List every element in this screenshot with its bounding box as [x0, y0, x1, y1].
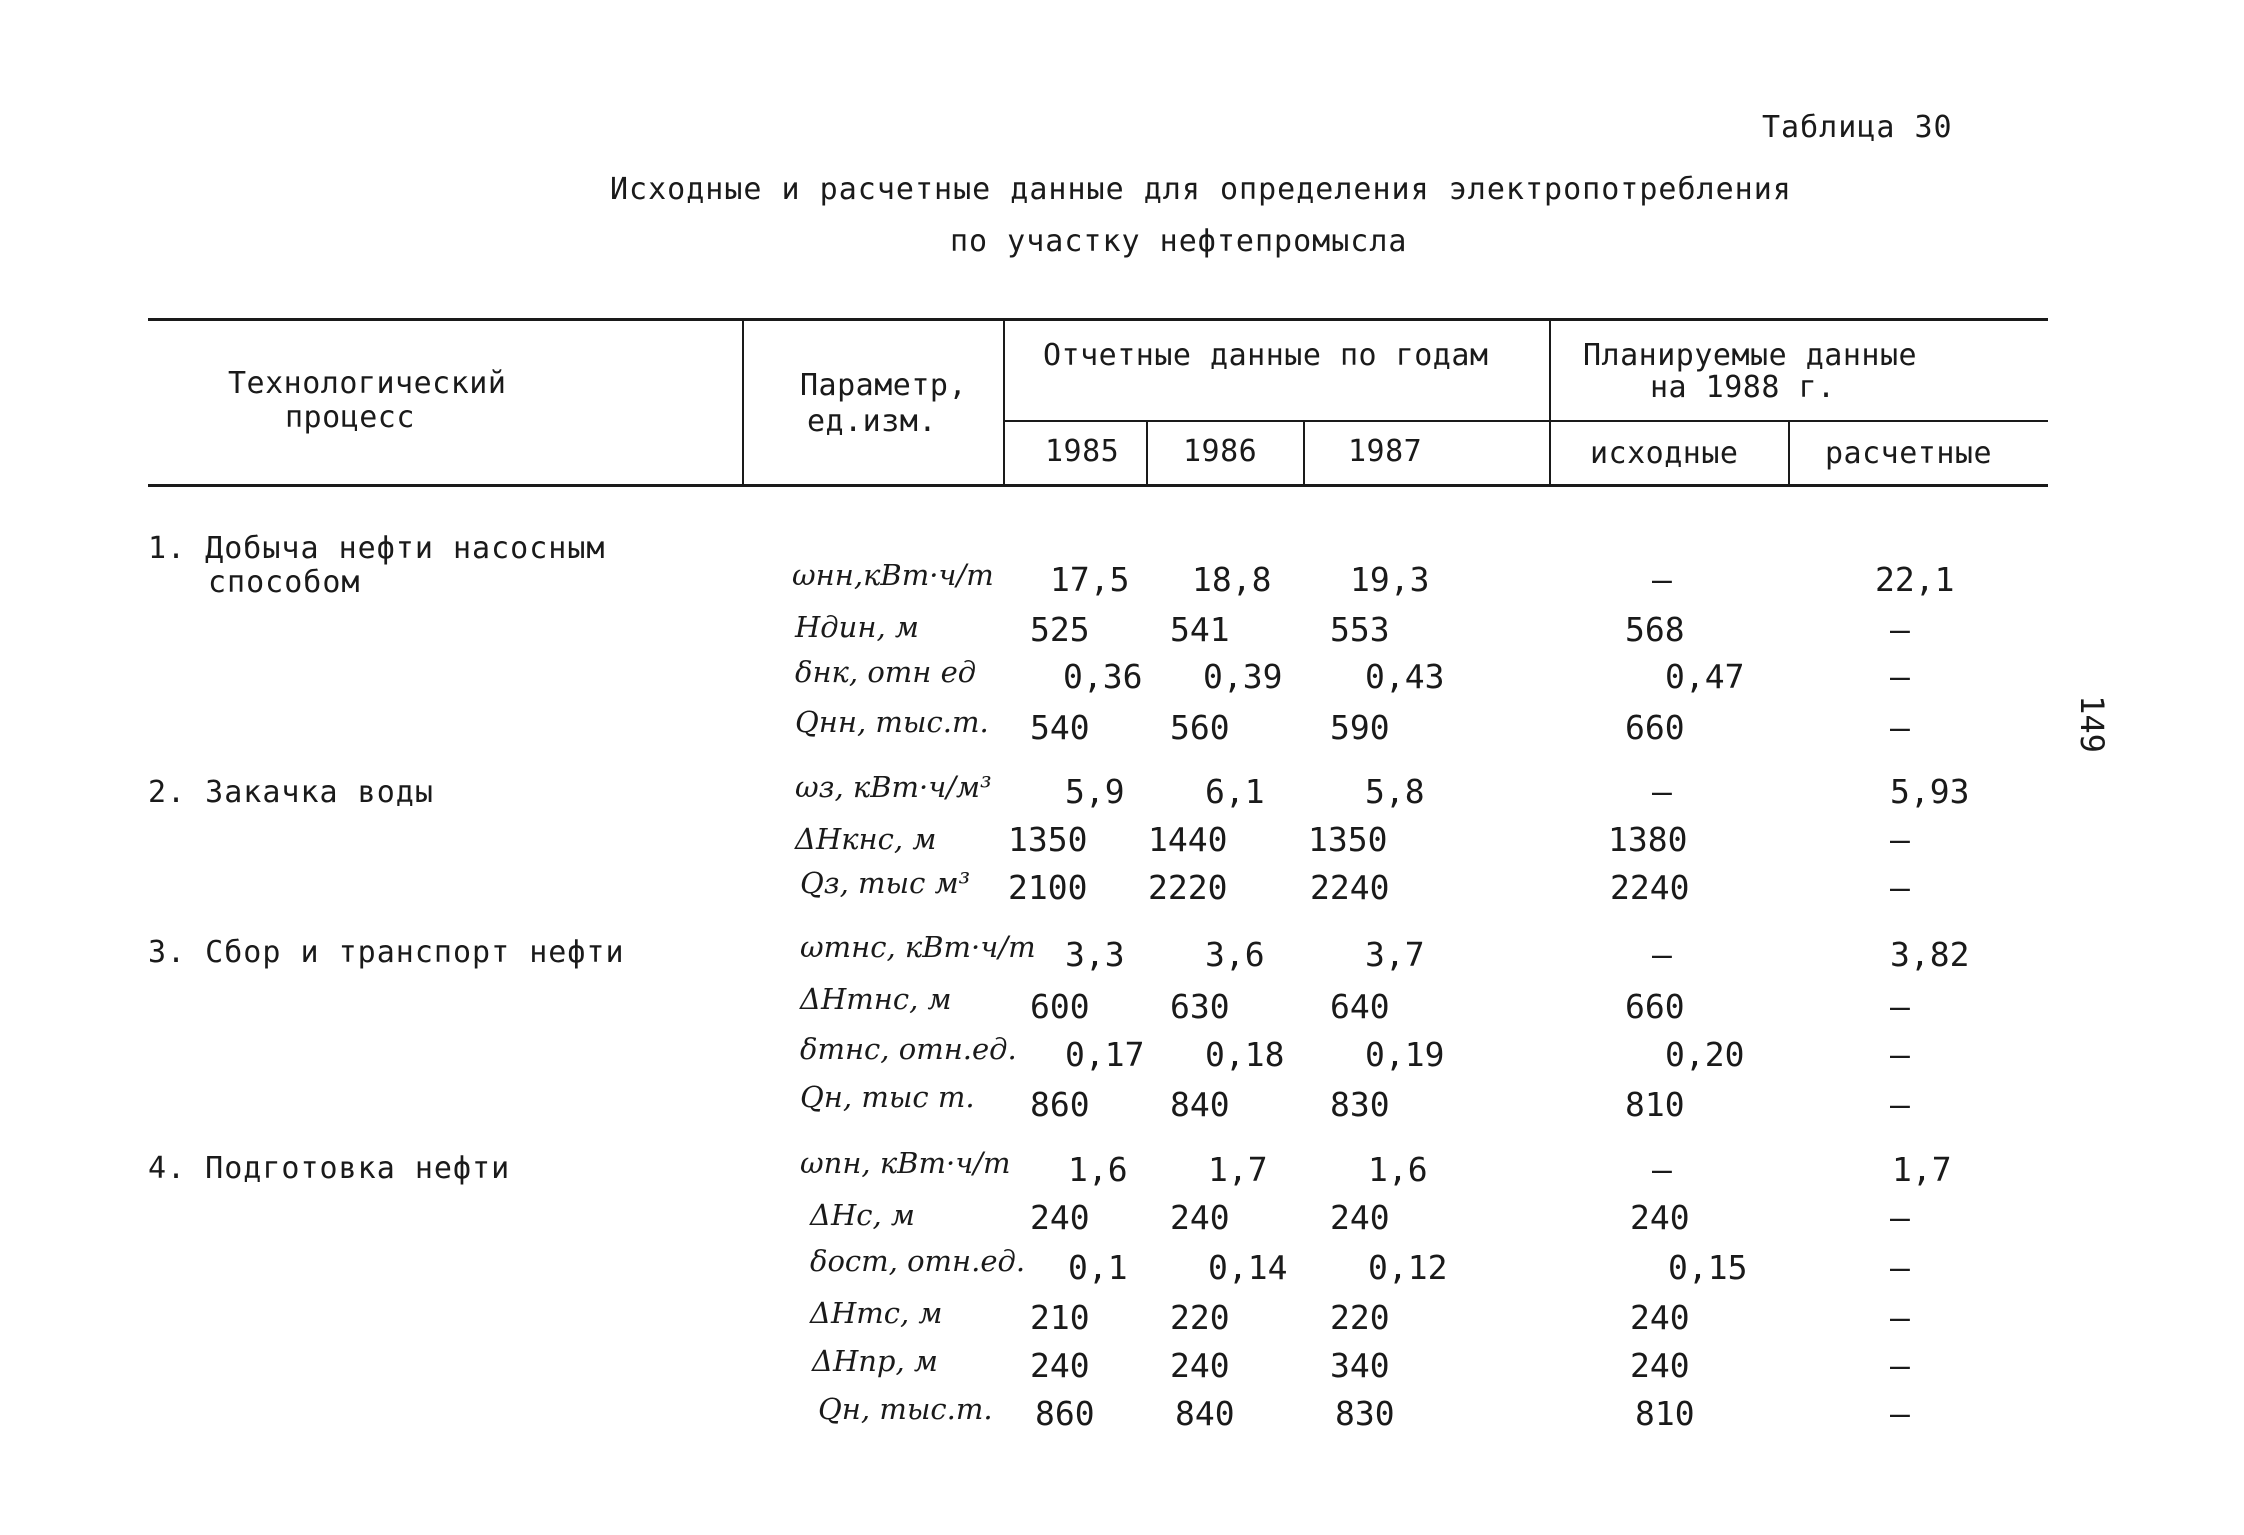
value-1986: 3,6 [1205, 935, 1265, 974]
param-cell: δост, отн.ед. [810, 1244, 1026, 1278]
value-initial: – [1652, 1150, 1672, 1189]
value-initial: 1380 [1608, 820, 1688, 859]
value-1985: 210 [1030, 1298, 1090, 1337]
value-1985: 17,5 [1050, 560, 1130, 599]
header-initial: исходные [1590, 436, 1739, 471]
value-calculated: 5,93 [1890, 772, 1970, 811]
page-number: 149 [2072, 695, 2111, 753]
param-cell: Qнн, тыс.т. [795, 705, 989, 739]
header-planned-line1: Планируемые данные [1583, 338, 1918, 373]
header-bottom-rule [148, 484, 2048, 487]
value-1985: 1,6 [1068, 1150, 1128, 1189]
param-cell: Hдин, м [795, 610, 919, 644]
value-calculated: – [1890, 1298, 1910, 1337]
value-1985: 0,36 [1063, 657, 1143, 696]
table-title-line2: по участку нефтепромысла [950, 224, 1408, 259]
value-initial: 810 [1635, 1394, 1695, 1433]
value-1985: 2100 [1008, 868, 1088, 907]
section-title-line1: 3. Сбор и транспорт нефти [148, 935, 625, 970]
col-divider-param [1003, 318, 1005, 484]
value-1987: 2240 [1310, 868, 1390, 907]
value-calculated: – [1890, 1346, 1910, 1385]
header-year-1986: 1986 [1183, 434, 1258, 469]
value-1986: 1440 [1148, 820, 1228, 859]
value-initial: 2240 [1610, 868, 1690, 907]
value-calculated: – [1890, 1248, 1910, 1287]
param-cell: Qз, тыс м³ [800, 866, 971, 900]
value-initial: – [1652, 772, 1672, 811]
value-1986: 840 [1175, 1394, 1235, 1433]
value-1985: 600 [1030, 987, 1090, 1026]
header-calculated: расчетные [1825, 436, 1993, 471]
value-initial: 660 [1625, 708, 1685, 747]
param-cell: ωз, кВт·ч/м³ [795, 770, 992, 804]
param-cell: Qн, тыс.т. [818, 1392, 993, 1426]
value-1987: 340 [1330, 1346, 1390, 1385]
header-year-1987: 1987 [1348, 434, 1423, 469]
value-calculated: – [1890, 1085, 1910, 1124]
value-1985: 3,3 [1065, 935, 1125, 974]
param-cell: δнк, отн ед [795, 655, 977, 689]
header-reported: Отчетные данные по годам [1043, 338, 1489, 373]
value-1986: 0,18 [1205, 1035, 1285, 1074]
value-calculated: – [1890, 987, 1910, 1026]
param-cell: ωпн, кВт·ч/т [800, 1146, 1011, 1180]
col-divider-initial [1788, 420, 1790, 484]
header-process-line2: процесс [285, 400, 415, 435]
param-cell: δтнс, отн.ед. [800, 1032, 1017, 1066]
header-planned-line2: на 1988 г. [1650, 370, 1836, 405]
value-calculated: 1,7 [1892, 1150, 1952, 1189]
value-calculated: – [1890, 820, 1910, 859]
value-1987: 1,6 [1368, 1150, 1428, 1189]
param-cell: ΔHс, м [810, 1198, 915, 1232]
value-1987: 553 [1330, 610, 1390, 649]
value-1985: 540 [1030, 708, 1090, 747]
header-year-1985: 1985 [1045, 434, 1120, 469]
value-1987: 590 [1330, 708, 1390, 747]
value-1986: 240 [1170, 1346, 1230, 1385]
value-1986: 0,14 [1208, 1248, 1288, 1287]
header-mid-rule [1003, 420, 2048, 422]
value-1985: 240 [1030, 1346, 1090, 1385]
value-1987: 0,19 [1365, 1035, 1445, 1074]
value-1987: 0,12 [1368, 1248, 1448, 1287]
value-initial: 240 [1630, 1298, 1690, 1337]
section-title-line2: способом [208, 565, 361, 600]
value-1987: 19,3 [1350, 560, 1430, 599]
value-initial: 240 [1630, 1346, 1690, 1385]
value-1985: 1350 [1008, 820, 1088, 859]
value-1986: 1,7 [1208, 1150, 1268, 1189]
value-1986: 560 [1170, 708, 1230, 747]
value-1986: 630 [1170, 987, 1230, 1026]
param-cell: ΔHтс, м [810, 1296, 943, 1330]
value-initial: 0,47 [1665, 657, 1745, 696]
value-initial: 240 [1630, 1198, 1690, 1237]
value-1987: 830 [1330, 1085, 1390, 1124]
param-cell: ΔHтнс, м [800, 982, 952, 1016]
value-initial: 810 [1625, 1085, 1685, 1124]
value-1985: 0,17 [1065, 1035, 1145, 1074]
header-parameter-line2: ед.изм. [807, 404, 937, 439]
value-1987: 3,7 [1365, 935, 1425, 974]
value-calculated: – [1890, 1394, 1910, 1433]
value-1985: 860 [1030, 1085, 1090, 1124]
value-initial: 568 [1625, 610, 1685, 649]
param-cell: ΔHпр, м [812, 1344, 938, 1378]
param-cell: ωтнс, кВт·ч/т [800, 930, 1036, 964]
header-process-line1: Технологический [228, 366, 507, 401]
value-calculated: – [1890, 1198, 1910, 1237]
section-title-line1: 1. Добыча нефти насосным [148, 531, 606, 566]
value-1987: 240 [1330, 1198, 1390, 1237]
param-cell: Qн, тыс т. [800, 1080, 975, 1114]
value-1985: 0,1 [1068, 1248, 1128, 1287]
value-1987: 5,8 [1365, 772, 1425, 811]
value-calculated: – [1890, 868, 1910, 907]
value-calculated: 22,1 [1875, 560, 1955, 599]
value-1986: 18,8 [1192, 560, 1272, 599]
col-divider-process [742, 318, 744, 484]
value-1985: 525 [1030, 610, 1090, 649]
col-divider-1985 [1146, 420, 1148, 484]
value-initial: – [1652, 935, 1672, 974]
value-calculated: – [1890, 708, 1910, 747]
value-1987: 220 [1330, 1298, 1390, 1337]
value-1987: 1350 [1308, 820, 1388, 859]
param-cell: ωнн,кВт·ч/т [792, 558, 994, 592]
value-calculated: – [1890, 1035, 1910, 1074]
value-initial: 0,20 [1665, 1035, 1745, 1074]
col-divider-reported [1549, 318, 1551, 484]
param-cell: ΔHкнс, м [795, 822, 937, 856]
value-1986: 0,39 [1203, 657, 1283, 696]
table-number: Таблица 30 [1762, 110, 1953, 145]
value-1986: 6,1 [1205, 772, 1265, 811]
value-1986: 220 [1170, 1298, 1230, 1337]
value-1986: 840 [1170, 1085, 1230, 1124]
value-1985: 5,9 [1065, 772, 1125, 811]
value-1986: 541 [1170, 610, 1230, 649]
value-initial: 0,15 [1668, 1248, 1748, 1287]
value-1986: 240 [1170, 1198, 1230, 1237]
value-calculated: – [1890, 657, 1910, 696]
section-title-line1: 2. Закачка воды [148, 775, 434, 810]
value-1987: 0,43 [1365, 657, 1445, 696]
table-title-line1: Исходные и расчетные данные для определения электропотребления [610, 172, 1792, 207]
value-1985: 240 [1030, 1198, 1090, 1237]
value-calculated: – [1890, 610, 1910, 649]
value-1987: 640 [1330, 987, 1390, 1026]
value-calculated: 3,82 [1890, 935, 1970, 974]
header-parameter-line1: Параметр, [800, 368, 968, 403]
value-1986: 2220 [1148, 868, 1228, 907]
value-1985: 860 [1035, 1394, 1095, 1433]
value-initial: 660 [1625, 987, 1685, 1026]
header-top-rule [148, 318, 2048, 321]
value-initial: – [1652, 560, 1672, 599]
value-1987: 830 [1335, 1394, 1395, 1433]
section-title-line1: 4. Подготовка нефти [148, 1151, 511, 1186]
col-divider-1986 [1303, 420, 1305, 484]
